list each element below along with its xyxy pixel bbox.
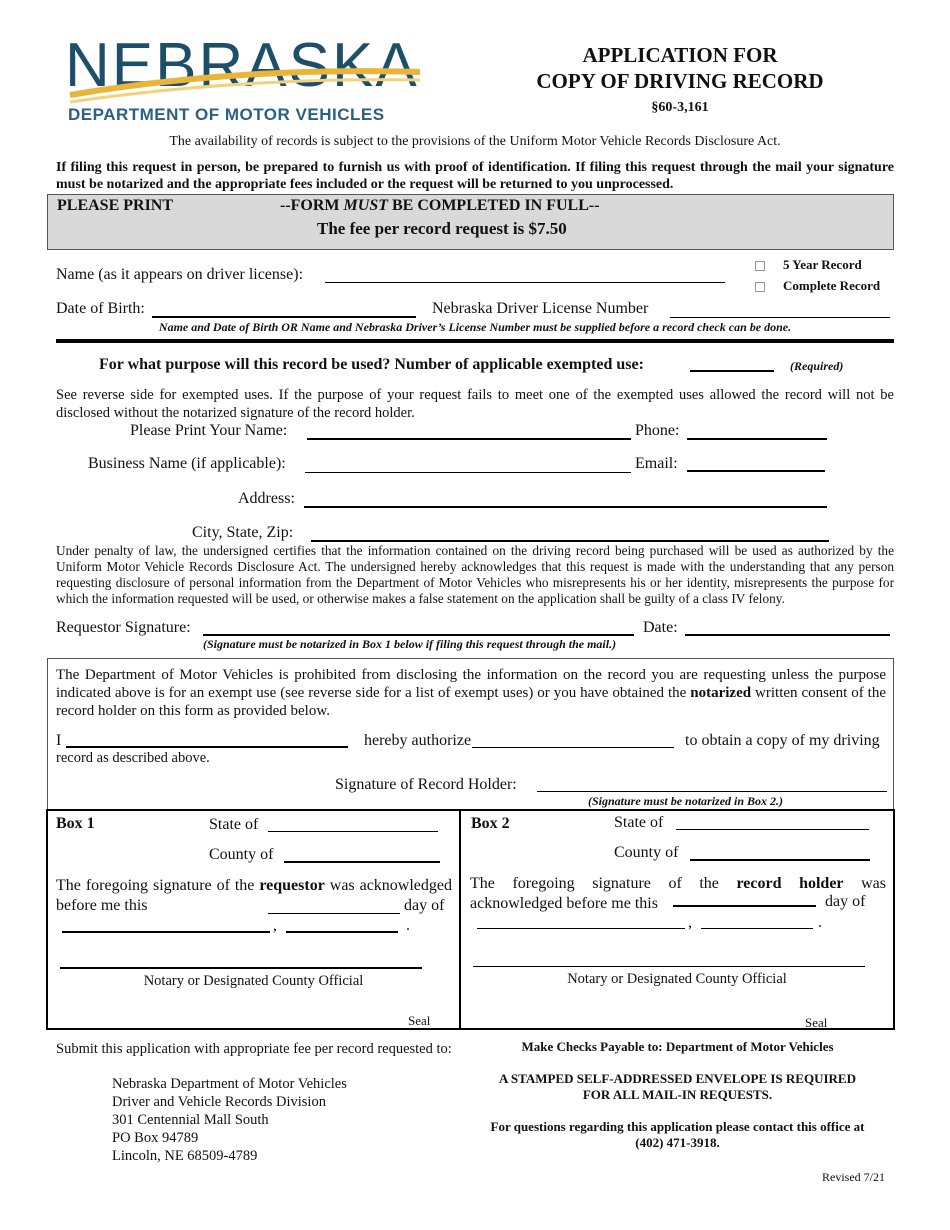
- form-must-text: [280, 197, 600, 215]
- address-field[interactable]: [304, 506, 827, 508]
- address-line: 301 Centennial Mall South: [112, 1112, 269, 1128]
- box2-text-post: was acknowledged before me this: [470, 875, 886, 912]
- purpose-explanation: See reverse side for exempted uses. If the purpose of your request fails to meet one of the exempted uses allowed the record will not be disclosed without the notarized signature of the record holder.: [56, 387, 894, 421]
- box1-text-bold: requestor: [259, 877, 325, 894]
- box2-text: [470, 874, 886, 914]
- box2-state-label: State of: [614, 814, 664, 831]
- print-name-label: Please Print Your Name:: [130, 422, 288, 439]
- envelope-note: [465, 1071, 890, 1103]
- envelope-line-1: A STAMPED SELF-ADDRESSED ENVELOPE IS REQUIRED: [499, 1071, 856, 1086]
- option-complete[interactable]: [755, 275, 880, 296]
- consent-text-post: written consent of the record holder on this form as provided below.: [56, 685, 886, 719]
- box1-text-pre: The foregoing signature of the: [56, 877, 260, 894]
- box1-state-label: State of: [209, 816, 259, 833]
- banner: [47, 194, 894, 250]
- form-must-post: BE COMPLETED IN FULL--: [387, 197, 600, 214]
- consent-text-pre: The Department of Motor Vehicles is prohibited from disclosing the information on the record you are requesting unless the purpose indicated above is for an exempt use (see reverse side for a list of exempt uses) or you have obtained the: [56, 667, 886, 701]
- phone-label: Phone:: [635, 422, 680, 439]
- box2-official: Notary or Designated County Official: [567, 971, 787, 987]
- questions-line-1: For questions regarding this application please contact this office at: [490, 1119, 865, 1134]
- box1-text: [56, 876, 452, 916]
- box1-month-field[interactable]: [62, 931, 270, 933]
- box1-seal: Seal: [408, 1013, 431, 1028]
- title-line-1: APPLICATION FOR: [582, 43, 778, 67]
- box1-official-signature[interactable]: [60, 967, 422, 969]
- logo-word: NEBRASKA: [65, 31, 419, 100]
- requestor-signature-label: Requestor Signature:: [56, 619, 191, 636]
- dmv-logo: [60, 30, 430, 130]
- box2-title: Box 2: [471, 815, 510, 832]
- purpose-question: For what purpose will this record be used? Number of applicable exempted use:: [99, 356, 644, 373]
- box1-county-label: County of: [209, 846, 274, 863]
- box1-comma: ,: [273, 917, 277, 934]
- holder-signature-label: Signature of Record Holder:: [335, 776, 517, 793]
- license-field[interactable]: [670, 317, 890, 318]
- email-field[interactable]: [687, 470, 825, 472]
- date-label: Date:: [643, 619, 678, 636]
- checkbox-5-year[interactable]: [755, 261, 765, 271]
- penalty-text: Under penalty of law, the undersigned certifies that the information contained on the driving record being purchased will be used as authorized by the Uniform Motor Vehicle Records Disclosure Act. The undersigned hereby acknowledges that this request is made with the understanding that any person requesting disclosure of personal information from the Department of Motor Vehicles who misrepresents his or her identity, misrepresents the purpose for which the information requested will be used, or otherwise makes a false statement on the application shall be guilty of a class IV felony.: [56, 543, 894, 606]
- box2-month-field[interactable]: [477, 928, 685, 929]
- holder-name-field[interactable]: [66, 746, 348, 748]
- divider-thick: [56, 339, 894, 343]
- option-5-year[interactable]: [755, 254, 880, 275]
- title-line-2: COPY OF DRIVING RECORD: [536, 69, 824, 93]
- date-field[interactable]: [685, 634, 890, 636]
- submit-text: Submit this application with appropriate fee per record requested to:: [56, 1041, 452, 1057]
- obtain-label: to obtain a copy of my driving: [685, 732, 880, 749]
- email-label: Email:: [635, 455, 678, 472]
- i-label: I: [56, 732, 62, 749]
- checkbox-complete[interactable]: [755, 282, 765, 292]
- statute: §60-3,161: [651, 100, 709, 115]
- box2-county-label: County of: [614, 844, 679, 861]
- requestor-signature-note: (Signature must be notarized in Box 1 below if filing this request through the mail.): [203, 637, 617, 651]
- business-field[interactable]: [305, 472, 631, 473]
- dob-label: Date of Birth:: [56, 300, 145, 317]
- notary-box-2: [459, 809, 895, 1030]
- box1-year-field[interactable]: [286, 931, 398, 933]
- box1-period: .: [406, 917, 410, 934]
- purpose-required: (Required): [790, 359, 844, 373]
- box2-text-pre: The foregoing signature of the: [470, 875, 737, 892]
- mailing-address: [112, 1075, 347, 1165]
- box2-period: .: [818, 914, 822, 931]
- license-label: Nebraska Driver License Number: [432, 300, 649, 317]
- address-line: PO Box 94789: [112, 1130, 199, 1146]
- city-field[interactable]: [311, 540, 829, 542]
- checks-payable: Make Checks Payable to: Department of Motor Vehicles: [521, 1039, 834, 1054]
- revised-date: Revised 7/21: [822, 1170, 885, 1184]
- authorized-party-field[interactable]: [472, 747, 674, 748]
- filing-note: If filing this request in person, be prepared to furnish us with proof of identification. If filing this request through the mail your signature must be notarized and the appropriate fees included or the request will be returned to you unprocessed.: [56, 160, 894, 192]
- box1-title: Box 1: [56, 815, 95, 832]
- consent-text-bold: notarized: [690, 685, 752, 701]
- box2-state-field[interactable]: [676, 829, 869, 830]
- phone-field[interactable]: [687, 438, 827, 440]
- box1-text-post: was acknowledged before me this: [56, 877, 452, 914]
- box2-day-of: day of: [825, 893, 866, 910]
- form-must-em: MUST: [343, 197, 388, 214]
- address-line: Nebraska Department of Motor Vehicles: [112, 1076, 347, 1092]
- record-described: record as described above.: [56, 750, 210, 766]
- fee-text: The fee per record request is $7.50: [317, 219, 567, 238]
- form-must-pre: --FORM: [280, 197, 344, 214]
- business-label: Business Name (if applicable):: [88, 455, 286, 472]
- questions-note: [465, 1119, 890, 1151]
- consent-text: [56, 666, 886, 720]
- authorize-label: hereby authorize: [364, 732, 472, 749]
- box2-year-field[interactable]: [701, 928, 813, 929]
- box1-county-field[interactable]: [284, 861, 440, 863]
- address-label: Address:: [238, 490, 295, 507]
- option-complete-label: Complete Record: [783, 278, 881, 293]
- requestor-signature-field[interactable]: [203, 634, 634, 636]
- exempt-use-field[interactable]: [690, 370, 774, 372]
- availability-note: The availability of records is subject to the provisions of the Uniform Motor Vehicle Records Disclosure Act.: [169, 134, 781, 149]
- envelope-line-2: FOR ALL MAIL-IN REQUESTS.: [582, 1087, 773, 1102]
- identity-note: Name and Date of Birth OR Name and Nebraska Driver’s License Number must be supplied before a record check can be done.: [158, 320, 792, 334]
- box2-day-field[interactable]: [673, 905, 816, 907]
- box2-county-field[interactable]: [690, 859, 870, 861]
- questions-line-2: (402) 471-3918.: [635, 1135, 720, 1150]
- address-line: Lincoln, NE 68509-4789: [112, 1148, 258, 1164]
- please-print: PLEASE PRINT: [57, 197, 174, 214]
- city-label: City, State, Zip:: [192, 524, 294, 541]
- name-field[interactable]: [325, 282, 725, 283]
- box1-state-field[interactable]: [268, 831, 438, 832]
- print-name-field[interactable]: [307, 438, 631, 440]
- record-options: [755, 254, 880, 296]
- logo-dept: DEPARTMENT OF MOTOR VEHICLES: [68, 105, 385, 124]
- holder-signature-note: (Signature must be notarized in Box 2.): [588, 794, 784, 808]
- box2-seal: Seal: [805, 1015, 828, 1030]
- box2-comma: ,: [688, 914, 692, 931]
- box2-text-bold: record holder: [736, 875, 844, 892]
- address-line: Driver and Vehicle Records Division: [112, 1094, 326, 1110]
- box1-official: Notary or Designated County Official: [143, 973, 364, 989]
- holder-signature-field[interactable]: [537, 791, 887, 792]
- form-title: [480, 42, 880, 94]
- logo-swoosh: [60, 50, 430, 110]
- notary-box-1: [46, 809, 461, 1030]
- box2-official-signature[interactable]: [473, 966, 865, 967]
- dob-field[interactable]: [152, 316, 416, 318]
- box1-day-field[interactable]: [268, 913, 400, 914]
- consent-box: [47, 658, 894, 810]
- name-label: Name (as it appears on driver license):: [56, 266, 304, 283]
- box1-day-of: day of: [404, 897, 445, 914]
- option-5-year-label: 5 Year Record: [783, 257, 862, 272]
